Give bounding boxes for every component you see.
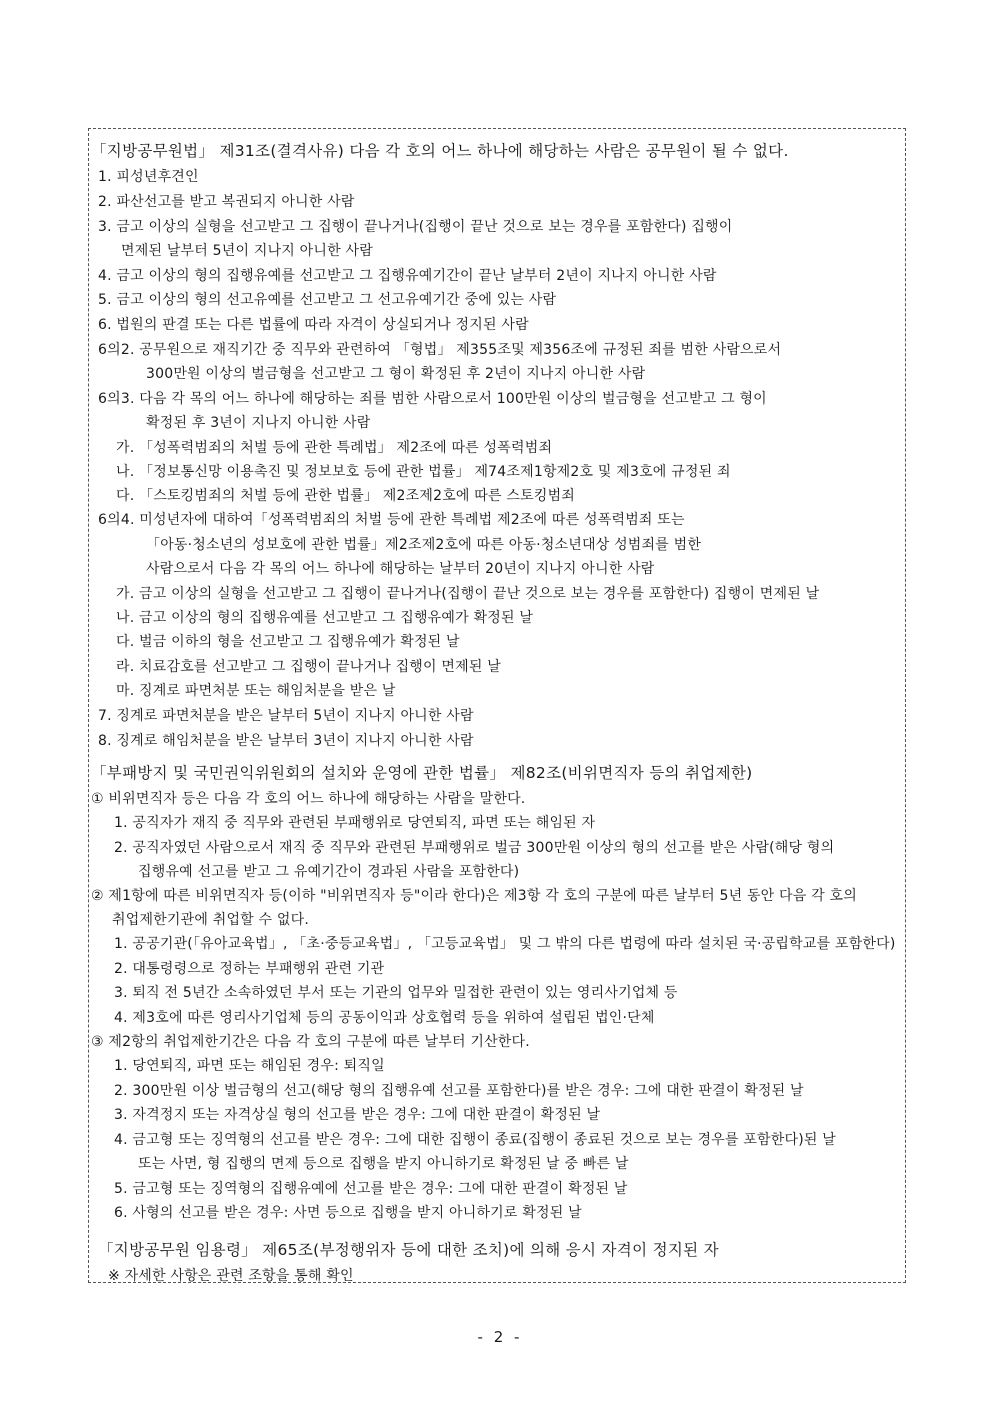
clause: ① 비위면직자 등은 다음 각 호의 어느 하나에 해당하는 사람을 말한다. xyxy=(91,791,526,807)
sub-item: 나. 「정보통신망 이용촉진 및 정보보호 등에 관한 법률」 제74조제1항제2호 및 제3호에 규정된 죄 xyxy=(116,464,731,480)
list-item: 4. 금고형 또는 징역형의 선고를 받은 경우: 그에 대한 집행이 종료(집행이 종료된 것으로 보는 경우를 포함한다)된 날 xyxy=(114,1132,836,1148)
list-item: 6. 법원의 판결 또는 다른 법률에 따라 자격이 상실되거나 정지된 사람 xyxy=(98,317,529,333)
list-item: 2. 대통령령으로 정하는 부패행위 관련 기관 xyxy=(114,961,385,977)
list-item: 2. 파산선고를 받고 복권되지 아니한 사람 xyxy=(98,194,355,210)
page-number: - 2 - xyxy=(477,1328,523,1346)
list-item: 3. 금고 이상의 실형을 선고받고 그 집행이 끝나거나(집행이 끝난 것으로 보는 경우를 포함한다) 집행이 xyxy=(98,219,733,235)
sub-item: 나. 금고 이상의 형의 집행유예를 선고받고 그 집행유예가 확정된 날 xyxy=(116,610,534,626)
list-item: 2. 300만원 이상 벌금형의 선고(해당 형의 집행유예 선고를 포함한다)를 받은 경우: 그에 대한 판결이 확정된 날 xyxy=(114,1083,804,1099)
list-item: 7. 징계로 파면처분을 받은 날부터 5년이 지나지 아니한 사람 xyxy=(98,708,474,724)
list-item: 1. 피성년후견인 xyxy=(98,169,199,185)
list-item: 1. 공공기관(「유아교육법」, 「초·중등교육법」, 「고등교육법」 및 그 밖의 다른 법령에 따라 설치된 국·공립학교를 포함한다) xyxy=(114,936,896,952)
list-item: 6의3. 다음 각 목의 어느 하나에 해당하는 죄를 범한 사람으로서 100만원 이상의 벌금형을 선고받고 그 형이 xyxy=(98,391,767,407)
section3-heading: 「지방공무원 임용령」 제65조(부정행위자 등에 대한 조치)에 의해 응시 자격이 정지된 자 xyxy=(98,1241,719,1259)
clause: ② 제1항에 따른 비위면직자 등(이하 "비위면직자 등"이라 한다)은 제3항 각 호의 구분에 따른 날부터 5년 동안 다음 각 호의 xyxy=(91,888,857,904)
list-item: 6의4. 미성년자에 대하여「성폭력범죄의 처벌 등에 관한 특례법 제2조에 따른 성폭력범죄 또는 xyxy=(98,512,685,528)
note: ※ 자세한 사항은 관련 조항을 통해 확인 xyxy=(108,1268,354,1284)
section2-heading: 「부패방지 및 국민권익위원회의 설치와 운영에 관한 법률」 제82조(비위면직자 등의 취업제한) xyxy=(91,764,753,782)
clause-continuation: 취업제한기관에 취업할 수 없다. xyxy=(112,912,310,928)
clause: ③ 제2항의 취업제한기간은 다음 각 호의 구분에 따른 날부터 기산한다. xyxy=(91,1034,530,1050)
sub-item: 다. 「스토킹범죄의 처벌 등에 관한 법률」 제2조제2호에 따른 스토킹범죄 xyxy=(116,488,576,504)
list-item: 6. 사형의 선고를 받은 경우: 사면 등으로 집행을 받지 아니하기로 확정된 날 xyxy=(114,1205,582,1221)
list-item: 4. 금고 이상의 형의 집행유예를 선고받고 그 집행유예기간이 끝난 날부터 2년이 지나지 아니한 사람 xyxy=(98,268,717,284)
list-item: 1. 당연퇴직, 파면 또는 해임된 경우: 퇴직일 xyxy=(114,1058,385,1074)
sub-item: 가. 「성폭력범죄의 처벌 등에 관한 특례법」 제2조에 따른 성폭력범죄 xyxy=(116,440,553,456)
sub-item: 다. 벌금 이하의 형을 선고받고 그 집행유예가 확정된 날 xyxy=(116,634,460,650)
list-item: 1. 공직자가 재직 중 직무와 관련된 부패행위로 당연퇴직, 파면 또는 해임된 자 xyxy=(114,815,596,831)
list-item: 4. 제3호에 따른 영리사기업체 등의 공동이익과 상호협력 등을 위하여 설립된 법인·단체 xyxy=(114,1010,655,1026)
list-item: 5. 금고형 또는 징역형의 집행유예에 선고를 받은 경우: 그에 대한 판결이 확정된 날 xyxy=(114,1181,628,1197)
sub-item: 라. 치료감호를 선고받고 그 집행이 끝나거나 집행이 면제된 날 xyxy=(116,659,501,675)
sub-item: 마. 징계로 파면처분 또는 해임처분을 받은 날 xyxy=(116,683,396,699)
list-item: 5. 금고 이상의 형의 선고유예를 선고받고 그 선고유예기간 중에 있는 사람 xyxy=(98,292,557,308)
list-item-continuation: 300만원 이상의 벌금형을 선고받고 그 형이 확정된 후 2년이 지나지 아니한 사람 xyxy=(146,366,646,382)
list-item-continuation: 집행유예 선고를 받고 그 유예기간이 경과된 사람을 포함한다) xyxy=(138,864,520,880)
list-item-continuation: 또는 사면, 형 집행의 면제 등으로 집행을 받지 아니하기로 확정된 날 중 빠른 날 xyxy=(138,1156,629,1172)
section1-heading: 「지방공무원법」 제31조(결격사유) 다음 각 호의 어느 하나에 해당하는 사람은 공무원이 될 수 없다. xyxy=(91,142,789,160)
list-item-continuation: 확정된 후 3년이 지나지 아니한 사람 xyxy=(146,415,371,431)
list-item: 8. 징계로 해임처분을 받은 날부터 3년이 지나지 아니한 사람 xyxy=(98,733,474,749)
list-item: 2. 공직자였던 사람으로서 재직 중 직무와 관련된 부패행위로 벌금 300만원 이상의 형의 선고를 받은 사람(해당 형의 xyxy=(114,840,835,856)
list-item: 6의2. 공무원으로 재직기간 중 직무와 관련하여 「형법」 제355조및 제356조에 규정된 죄를 범한 사람으로서 xyxy=(98,342,782,358)
sub-item: 가. 금고 이상의 실형을 선고받고 그 집행이 끝나거나(집행이 끝난 것으로 보는 경우를 포함한다) 집행이 면제된 날 xyxy=(116,586,820,602)
list-item: 3. 퇴직 전 5년간 소속하였던 부서 또는 기관의 업무와 밀접한 관련이 있는 영리사기업체 등 xyxy=(114,985,678,1001)
list-item-continuation: 사람으로서 다음 각 목의 어느 하나에 해당하는 날부터 20년이 지나지 아니한 사람 xyxy=(146,561,655,577)
list-item: 3. 자격정지 또는 자격상실 형의 선고를 받은 경우: 그에 대한 판결이 확정된 날 xyxy=(114,1107,601,1123)
list-item-continuation: 「아동·청소년의 성보호에 관한 법률」제2조제2호에 따른 아동·청소년대상 성범죄를 범한 xyxy=(146,537,702,553)
list-item-continuation: 면제된 날부터 5년이 지나지 아니한 사람 xyxy=(121,243,373,259)
